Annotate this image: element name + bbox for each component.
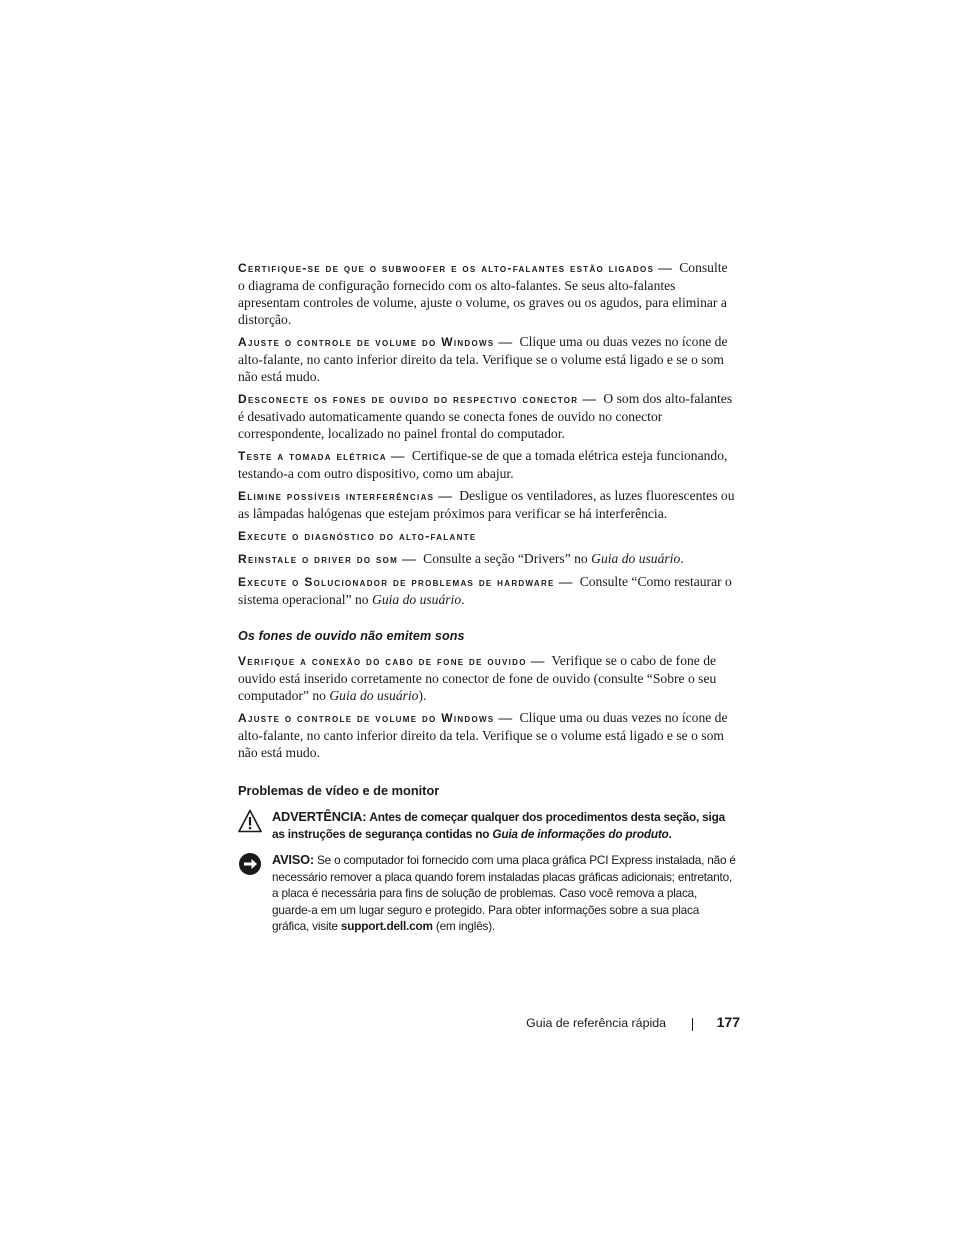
entry-dash: — bbox=[498, 334, 513, 349]
entry-heading: Execute o diagnóstico do alto-falante bbox=[238, 529, 477, 543]
entry-reference: Guia do usuário bbox=[372, 592, 462, 607]
troubleshooting-entry bbox=[238, 652, 737, 704]
entry-dash: — bbox=[530, 653, 545, 668]
entry-text: Certifique-se de que a tomada elétrica esteja funcionando, testando-a com outro dispositivo, como um abajur. bbox=[238, 448, 728, 481]
troubleshooting-entry bbox=[238, 333, 737, 385]
entry-text: Consulte a seção “Drivers” no bbox=[423, 551, 592, 566]
warning-text: Antes de começar qualquer dos procedimentos desta seção, siga as instruções de segurança contidas no bbox=[272, 810, 725, 841]
entry-text: Clique uma ou duas vezes no ícone de alto-falante, no canto inferior direito da tela. Verifique se o volume está ligado e se o som não está mudo. bbox=[238, 710, 728, 760]
footer-separator bbox=[692, 1018, 693, 1031]
notice-label: AVISO: bbox=[272, 852, 314, 867]
notice-text: Se o computador foi fornecido com uma placa gráfica PCI Express instalada, não é necessário remover a placa quando forem instaladas placas gráficas adicionais; entretanto, a placa é necessária para fins de solução de problemas. Caso você remova a placa, guarde-a em um lugar seguro e protegido. Para obter informações sobre a sua placa gráfica, visite bbox=[272, 853, 736, 933]
troubleshooting-entry bbox=[238, 390, 737, 442]
warning-reference: Guia de informações do produto bbox=[492, 826, 669, 841]
entry-reference: Guia do usuário bbox=[591, 551, 681, 566]
warning-triangle-icon bbox=[238, 809, 262, 833]
troubleshooting-entry bbox=[238, 709, 737, 761]
entry-dash: — bbox=[558, 574, 573, 589]
entry-heading: Ajuste o controle de volume do Windows bbox=[238, 335, 495, 349]
entry-heading: Reinstale o driver do som bbox=[238, 552, 399, 566]
entry-dash: — bbox=[402, 551, 416, 566]
entry-after: . bbox=[461, 592, 465, 607]
entry-dash: — bbox=[438, 488, 452, 503]
section-title: Problemas de vídeo e de monitor bbox=[238, 783, 440, 798]
notice-note bbox=[238, 852, 737, 935]
support-link[interactable]: support.dell.com bbox=[340, 919, 433, 933]
entry-text: Verifique se o cabo de fone de ouvido está inserido corretamente no conector de fone de ouvido (consulte “Sobre o seu computador” no bbox=[238, 653, 717, 703]
entry-text: O som dos alto-falantes é desativado automaticamente quando se conecta fones de ouvido no conector correspondente, localizado no painel frontal do computador. bbox=[238, 391, 733, 441]
entry-after: . bbox=[680, 551, 684, 566]
troubleshooting-entry bbox=[238, 447, 737, 482]
troubleshooting-entry bbox=[238, 259, 737, 328]
entry-dash: — bbox=[658, 260, 672, 275]
entry-heading: Desconecte os fones de ouvido do respectivo conector bbox=[238, 392, 579, 406]
entry-heading: Ajuste o controle de volume do Windows bbox=[238, 711, 495, 725]
entry-reference: Guia do usuário bbox=[329, 688, 419, 703]
footer-title: Guia de referência rápida bbox=[526, 1016, 666, 1030]
entry-text: Clique uma ou duas vezes no ícone de alto-falante, no canto inferior direito da tela. Verifique se o volume está ligado e se o som não está mudo. bbox=[238, 334, 728, 384]
entry-heading: Certifique-se de que o subwoofer e os alto-falantes estão ligados bbox=[238, 261, 655, 275]
page-footer bbox=[238, 1015, 740, 1035]
entry-dash: — bbox=[390, 448, 405, 463]
main-column bbox=[238, 259, 737, 945]
notice-after: (em inglês). bbox=[432, 919, 496, 933]
notice-circle-icon bbox=[238, 852, 262, 876]
entry-dash: — bbox=[498, 710, 513, 725]
troubleshooting-entry bbox=[238, 550, 737, 568]
warning-note bbox=[238, 809, 737, 842]
warning-after: . bbox=[668, 826, 672, 841]
troubleshooting-entry bbox=[238, 487, 737, 522]
entry-heading: Teste a tomada elétrica bbox=[238, 449, 387, 463]
entry-heading: Elimine possíveis interferências bbox=[238, 489, 435, 503]
headphone-troubleshooting-list bbox=[238, 652, 737, 761]
warning-label: ADVERTÊNCIA: bbox=[272, 809, 367, 824]
entry-text: Desligue os ventiladores, as luzes fluorescentes ou as lâmpadas halógenas que estejam próximos para verificar se há interferência. bbox=[238, 488, 735, 521]
entry-heading: Verifique a conexão do cabo de fone de ouvido bbox=[238, 654, 527, 668]
entry-text: Consulte o diagrama de configuração fornecido com os alto-falantes. Se seus alto-falantes apresentam controles de volume, ajuste o volume, os graves ou os agudos, para eliminar a distorção. bbox=[238, 260, 728, 327]
entry-text: Consulte “Como restaurar o sistema operacional” no bbox=[238, 574, 732, 607]
subsection-title: Os fones de ouvido não emitem sons bbox=[238, 629, 465, 643]
entry-after: ). bbox=[418, 688, 427, 703]
troubleshooting-entry bbox=[238, 527, 737, 545]
troubleshooting-entry bbox=[238, 573, 737, 608]
troubleshooting-list bbox=[238, 259, 737, 608]
entry-dash: — bbox=[582, 391, 596, 406]
entry-heading: Execute o Solucionador de problemas de hardware bbox=[238, 575, 555, 589]
page-number: 177 bbox=[716, 1014, 740, 1030]
